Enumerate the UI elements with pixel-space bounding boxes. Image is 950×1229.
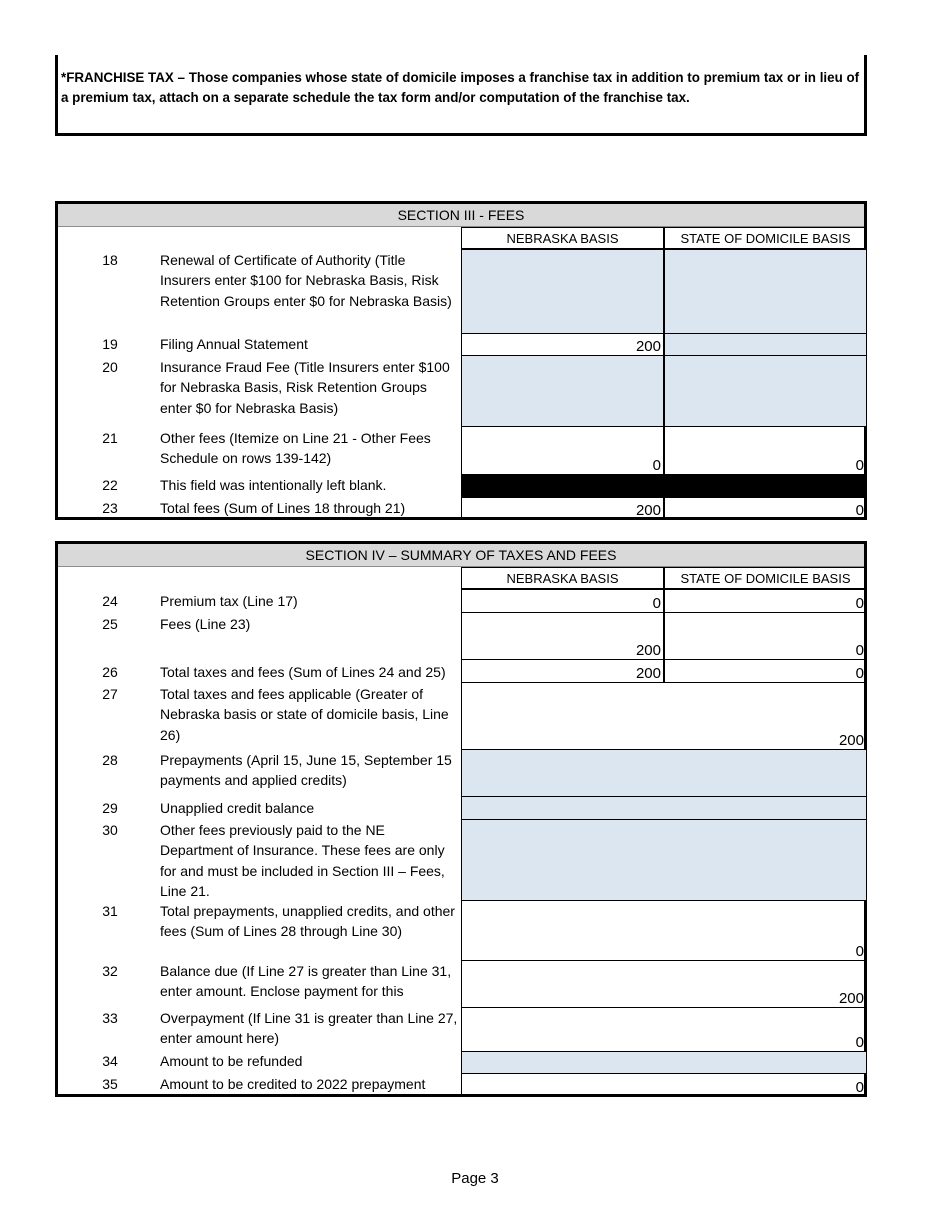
row-30-other-fees-field[interactable] — [461, 819, 867, 901]
row-number: 35 — [102, 1076, 118, 1092]
row-34-refund-field[interactable] — [461, 1051, 867, 1074]
row-number: 28 — [102, 752, 118, 768]
row-label: Prepayments (April 15, June 15, September 15 payments and applied credits) — [160, 752, 452, 789]
row-number: 21 — [102, 430, 118, 446]
row-number: 27 — [102, 686, 118, 702]
franchise-tax-note — [55, 55, 867, 136]
row-21-nebraska-field[interactable]: 0 — [461, 426, 664, 475]
page-number: Page 3 — [451, 1170, 499, 1187]
section-4-summary — [55, 541, 867, 1097]
section-3-fees — [55, 201, 867, 520]
section-3-title: SECTION III - FEES — [58, 204, 864, 227]
row-27-total-field[interactable]: 200 — [461, 682, 867, 750]
row-label: Fees (Line 23) — [160, 616, 251, 632]
row-23-domicile-field[interactable]: 0 — [664, 497, 867, 520]
row-29-unapplied-credit-field[interactable] — [461, 796, 867, 820]
row-number: 29 — [102, 800, 118, 816]
section-3-col-domicile: STATE OF DOMICILE BASIS — [664, 227, 867, 249]
row-22-domicile-blocked — [664, 475, 867, 497]
franchise-tax-note-text: *FRANCHISE TAX – Those companies whose state of domicile imposes a franchise tax in addition to premium tax or in lieu of a premium tax, attach on a separate schedule the tax form and/or computation of the franchise tax. — [61, 70, 860, 105]
row-32-balance-due-field[interactable]: 200 — [461, 960, 867, 1008]
row-31-total-prepayments-field[interactable]: 0 — [461, 900, 867, 961]
row-number: 18 — [102, 252, 118, 268]
row-20-nebraska-field[interactable] — [461, 355, 664, 427]
row-number: 33 — [102, 1010, 118, 1026]
row-label: Premium tax (Line 17) — [160, 593, 298, 609]
row-18-nebraska-field[interactable] — [461, 249, 664, 334]
row-22-nebraska-blocked — [461, 475, 664, 497]
row-24-domicile-field[interactable]: 0 — [664, 589, 867, 613]
row-label: Amount to be refunded — [160, 1053, 303, 1069]
row-label: Total taxes and fees (Sum of Lines 24 and 25) — [160, 664, 446, 680]
row-number: 26 — [102, 664, 118, 680]
row-number: 22 — [102, 477, 118, 493]
row-19-nebraska-field[interactable]: 200 — [461, 333, 664, 356]
row-26-nebraska-field[interactable]: 200 — [461, 659, 664, 683]
row-label: Insurance Fraud Fee (Title Insurers enter $100 for Nebraska Basis, Risk Retention Groups enter $0 for Nebraska Basis) — [160, 359, 450, 416]
row-25-nebraska-field[interactable]: 200 — [461, 612, 664, 660]
row-number: 34 — [102, 1053, 118, 1069]
row-26-domicile-field[interactable]: 0 — [664, 659, 867, 683]
row-number: 24 — [102, 593, 118, 609]
section-3-col-nebraska: NEBRASKA BASIS — [461, 227, 664, 249]
row-number: 31 — [102, 903, 118, 919]
row-label: Total prepayments, unapplied credits, and other fees (Sum of Lines 28 through Line 30) — [160, 903, 455, 940]
row-label: Balance due (If Line 27 is greater than Line 31, enter amount. Enclose payment for this — [160, 963, 452, 1000]
row-label: Filing Annual Statement — [160, 336, 308, 352]
row-number: 25 — [102, 616, 118, 632]
row-28-prepayments-field[interactable] — [461, 749, 867, 797]
row-19-domicile-field[interactable] — [664, 333, 867, 356]
section-4-col-nebraska: NEBRASKA BASIS — [461, 567, 664, 589]
row-label: Total taxes and fees applicable (Greater of Nebraska basis or state of domicile basis, Line 26) — [160, 686, 449, 743]
row-label: Amount to be credited to 2022 prepayment — [160, 1076, 426, 1092]
row-33-overpayment-field[interactable]: 0 — [461, 1007, 867, 1052]
row-20-domicile-field[interactable] — [664, 355, 867, 427]
row-label: Other fees (Itemize on Line 21 - Other Fees Schedule on rows 139-142) — [160, 430, 431, 467]
row-number: 32 — [102, 963, 118, 979]
row-35-credit-prepayment-field[interactable]: 0 — [461, 1073, 867, 1097]
row-21-domicile-field[interactable]: 0 — [664, 426, 867, 475]
row-number: 30 — [102, 822, 118, 838]
section-4-title: SECTION IV – SUMMARY OF TAXES AND FEES — [58, 544, 864, 567]
row-25-domicile-field[interactable]: 0 — [664, 612, 867, 660]
row-number: 20 — [102, 359, 118, 375]
section-4-col-domicile: STATE OF DOMICILE BASIS — [664, 567, 867, 589]
row-label: Renewal of Certificate of Authority (Title Insurers enter $100 for Nebraska Basis, Risk Retention Groups enter $0 for Nebraska Basis) — [160, 252, 452, 309]
row-number: 19 — [102, 336, 118, 352]
row-number: 23 — [102, 500, 118, 516]
row-label: This field was intentionally left blank. — [160, 477, 387, 493]
row-label: Unapplied credit balance — [160, 800, 315, 816]
row-23-nebraska-field[interactable]: 200 — [461, 497, 664, 520]
row-label: Total fees (Sum of Lines 18 through 21) — [160, 500, 406, 516]
row-label: Other fees previously paid to the NE Department of Insurance. These fees are only for and must be included in Section III – Fees, Line 21. — [160, 822, 445, 900]
row-18-domicile-field[interactable] — [664, 249, 867, 334]
row-24-nebraska-field[interactable]: 0 — [461, 589, 664, 613]
row-label: Overpayment (If Line 31 is greater than Line 27, enter amount here) — [160, 1010, 458, 1047]
